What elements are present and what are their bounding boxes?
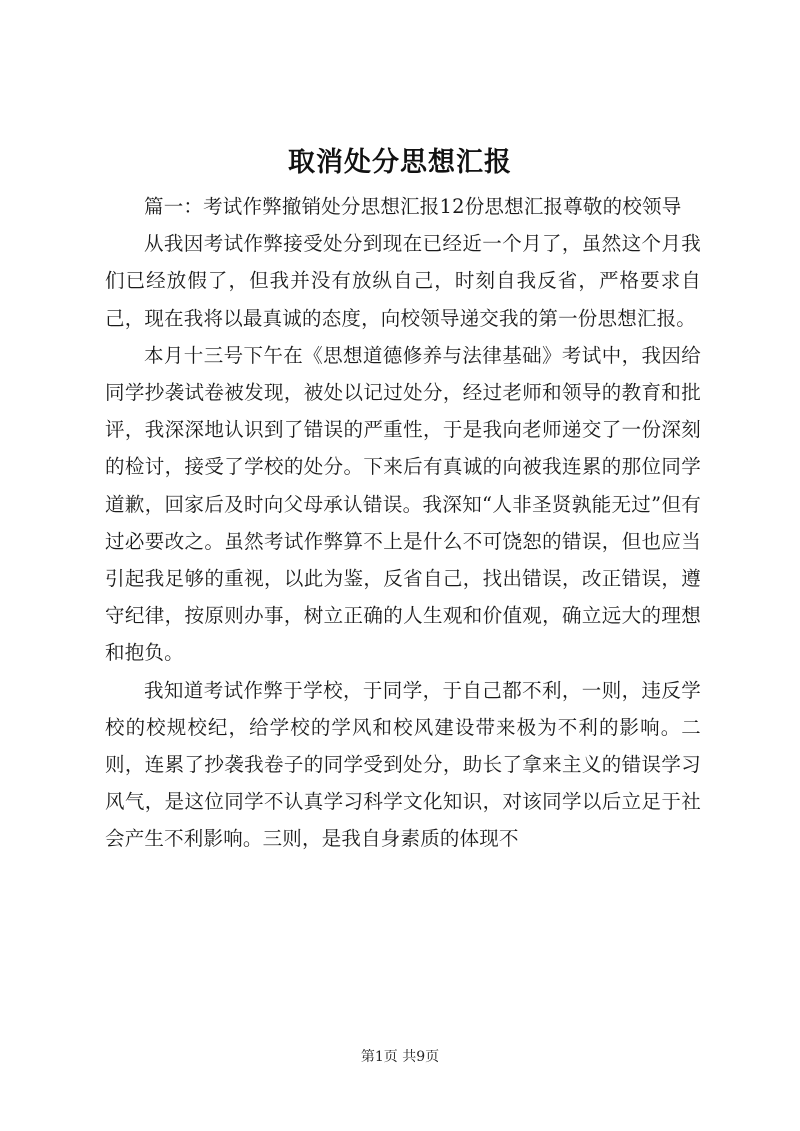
document-title: 取消处分思想汇报 bbox=[288, 147, 512, 178]
paragraph: 从我因考试作弊接受处分到现在已经近一个月了，虽然这个月我们已经放假了，但我并没有放纵自己，时刻自我反省，严格要求自己，现在我将以最真诚的态度，向校领导递交我的第一份思想汇报。 bbox=[105, 232, 701, 330]
paragraph: 我知道考试作弊于学校，于同学，于自己都不利，一则，违反学校的校规校纪，给学校的学风和校风建设带来极为不利的影响。二则，连累了抄袭我卷子的同学受到处分，助长了拿来主义的错误学习风气，是这位同学不认真学习科学文化知识，对该同学以后立足于社会产生不利影响。三则，是我自身素质的体现不 bbox=[105, 678, 701, 851]
paragraph: 本月十三号下午在《思想道德修养与法律基础》考试中，我因给同学抄袭试卷被发现，被处以记过处分，经过老师和领导的教育和批评，我深深地认识到了错误的严重性，于是我向老师递交了一份深刻的检讨，接受了学校的处分。下来后有真诚的向被我连累的那位同学道歉，回家后及时向父母承认错误。我深知“人非圣贤孰能无过”但有过必要改之。虽然考试作弊算不上是什么不可饶恕的错误，但也应当引起我足够的重视，以此为鉴，反省自己，找出错误，改正错误，遵守纪律，按原则办事，树立正确的人生观和价值观，确立远大的理想和抱负。 bbox=[105, 343, 701, 665]
document-body bbox=[105, 188, 701, 858]
page-number-footer: 第1页 共9页 bbox=[360, 1049, 440, 1065]
paragraph-heading: 篇一：考试作弊撤销处分思想汇报12份思想汇报尊敬的校领导 bbox=[144, 195, 682, 218]
